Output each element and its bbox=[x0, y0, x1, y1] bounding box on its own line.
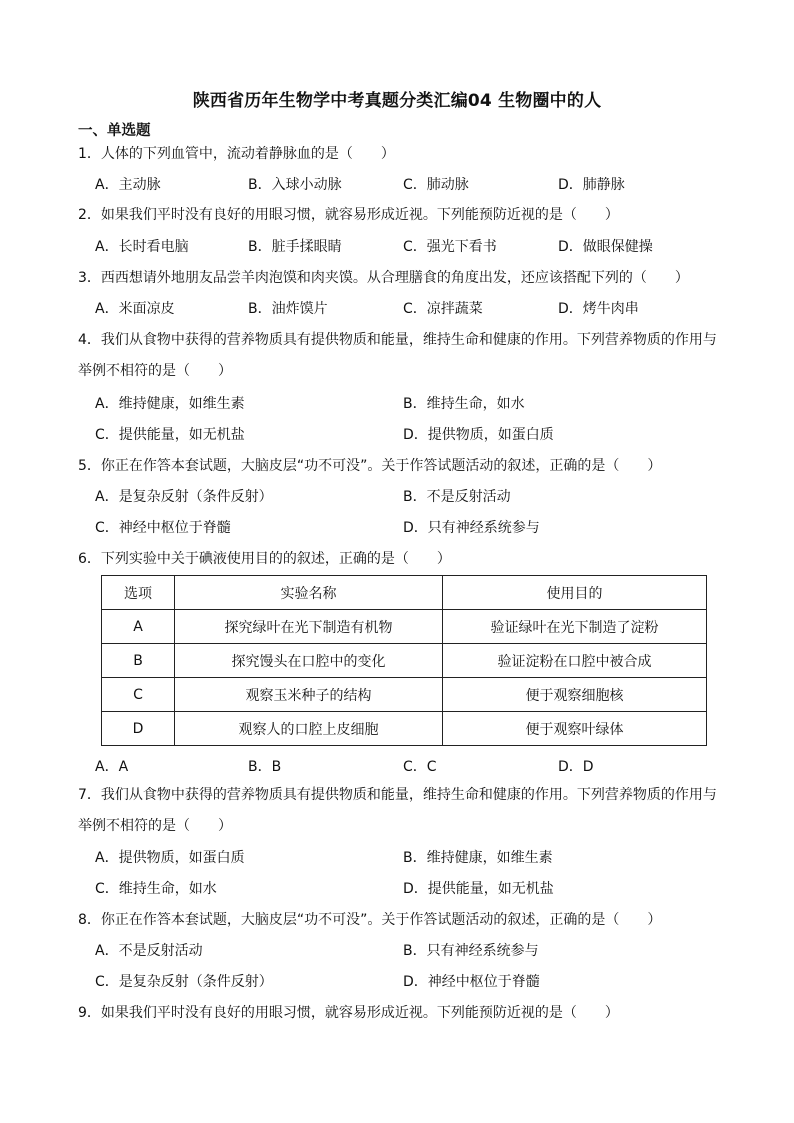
question-5-option-d: D．只有神经系统参与 bbox=[403, 520, 540, 536]
section-heading: 一、单选题 bbox=[78, 123, 151, 139]
question-4-option-c: C．提供能量，如无机盐 bbox=[95, 427, 245, 443]
question-8-option-a: A．不是反射活动 bbox=[95, 943, 203, 959]
table-header-row bbox=[102, 576, 707, 610]
question-3-option-a: A．米面凉皮 bbox=[95, 301, 175, 317]
table-cell: 便于观察叶绿体 bbox=[443, 712, 707, 746]
question-6-table bbox=[101, 575, 707, 746]
table-row bbox=[102, 712, 707, 746]
table-header-cell: 实验名称 bbox=[175, 576, 443, 610]
question-2-option-b: B．脏手揉眼睛 bbox=[248, 239, 342, 255]
question-9-stem: 9．如果我们平时没有良好的用眼习惯，就容易形成近视。下列能预防近视的是（ ） bbox=[78, 1005, 619, 1021]
question-7-option-a: A．提供物质，如蛋白质 bbox=[95, 850, 245, 866]
question-1-option-c: C．肺动脉 bbox=[403, 177, 469, 193]
question-8-option-c: C．是复杂反射（条件反射） bbox=[95, 974, 273, 990]
question-1-stem: 1．人体的下列血管中，流动着静脉血的是（ ） bbox=[78, 146, 395, 162]
question-3-option-b: B．油炸馍片 bbox=[248, 301, 328, 317]
question-4-option-a: A．维持健康，如维生素 bbox=[95, 396, 245, 412]
question-7-option-b: B．维持健康，如维生素 bbox=[403, 850, 553, 866]
question-2-option-a: A．长时看电脑 bbox=[95, 239, 189, 255]
question-1-option-d: D．肺静脉 bbox=[558, 177, 625, 193]
question-6-option-b: B．B bbox=[248, 759, 282, 775]
question-8-stem: 8．你正在作答本套试题，大脑皮层“功不可没”。关于作答试题活动的叙述，正确的是（ ） bbox=[78, 912, 662, 928]
question-3-option-d: D．烤牛肉串 bbox=[558, 301, 639, 317]
table-row bbox=[102, 678, 707, 712]
question-2-stem: 2．如果我们平时没有良好的用眼习惯，就容易形成近视。下列能预防近视的是（ ） bbox=[78, 207, 619, 223]
question-3-stem: 3．西西想请外地朋友品尝羊肉泡馍和肉夹馍。从合理膳食的角度出发，还应该搭配下列的（ ） bbox=[78, 270, 689, 286]
question-4-option-b: B．维持生命，如水 bbox=[403, 396, 525, 412]
question-6-option-d: D．D bbox=[558, 759, 594, 775]
table-row bbox=[102, 644, 707, 678]
page-title: 陕西省历年生物学中考真题分类汇编04 生物圈中的人 bbox=[192, 91, 602, 111]
table-cell: C bbox=[102, 678, 175, 712]
table-cell: A bbox=[102, 610, 175, 644]
table-row bbox=[102, 610, 707, 644]
table-cell: 便于观察细胞核 bbox=[443, 678, 707, 712]
question-1-option-b: B．入球小动脉 bbox=[248, 177, 342, 193]
table-cell: B bbox=[102, 644, 175, 678]
question-1-option-a: A．主动脉 bbox=[95, 177, 161, 193]
question-5-option-b: B．不是反射活动 bbox=[403, 489, 511, 505]
table-cell: 观察人的口腔上皮细胞 bbox=[175, 712, 443, 746]
question-6-stem: 6．下列实验中关于碘液使用目的的叙述，正确的是（ ） bbox=[78, 551, 451, 567]
table-header-cell: 选项 bbox=[102, 576, 175, 610]
question-7-option-d: D．提供能量，如无机盐 bbox=[403, 881, 554, 897]
question-5-option-a: A．是复杂反射（条件反射） bbox=[95, 489, 273, 505]
question-2-option-c: C．强光下看书 bbox=[403, 239, 497, 255]
question-8-option-d: D．神经中枢位于脊髓 bbox=[403, 974, 540, 990]
table-cell: 探究绿叶在光下制造有机物 bbox=[175, 610, 443, 644]
table-cell: D bbox=[102, 712, 175, 746]
question-4-option-d: D．提供物质，如蛋白质 bbox=[403, 427, 554, 443]
question-8-option-b: B．只有神经系统参与 bbox=[403, 943, 539, 959]
table-header-cell: 使用目的 bbox=[443, 576, 707, 610]
table-cell: 观察玉米种子的结构 bbox=[175, 678, 443, 712]
table-cell: 验证绿叶在光下制造了淀粉 bbox=[443, 610, 707, 644]
question-5-option-c: C．神经中枢位于脊髓 bbox=[95, 520, 231, 536]
table-cell: 探究馒头在口腔中的变化 bbox=[175, 644, 443, 678]
table-cell: 验证淀粉在口腔中被合成 bbox=[443, 644, 707, 678]
question-7-stem: 7．我们从食物中获得的营养物质具有提供物质和能量，维持生命和健康的作用。下列营养物质的作用与举例不相符的是（ ） bbox=[78, 787, 717, 834]
question-2-option-d: D．做眼保健操 bbox=[558, 239, 653, 255]
question-5-stem: 5．你正在作答本套试题，大脑皮层“功不可没”。关于作答试题活动的叙述，正确的是（ ） bbox=[78, 458, 662, 474]
question-6-option-c: C．C bbox=[403, 759, 437, 775]
question-6-option-a: A．A bbox=[95, 759, 129, 775]
question-7-option-c: C．维持生命，如水 bbox=[95, 881, 217, 897]
question-3-option-c: C．凉拌蔬菜 bbox=[403, 301, 483, 317]
question-4-stem: 4．我们从食物中获得的营养物质具有提供物质和能量，维持生命和健康的作用。下列营养物质的作用与举例不相符的是（ ） bbox=[78, 332, 717, 379]
